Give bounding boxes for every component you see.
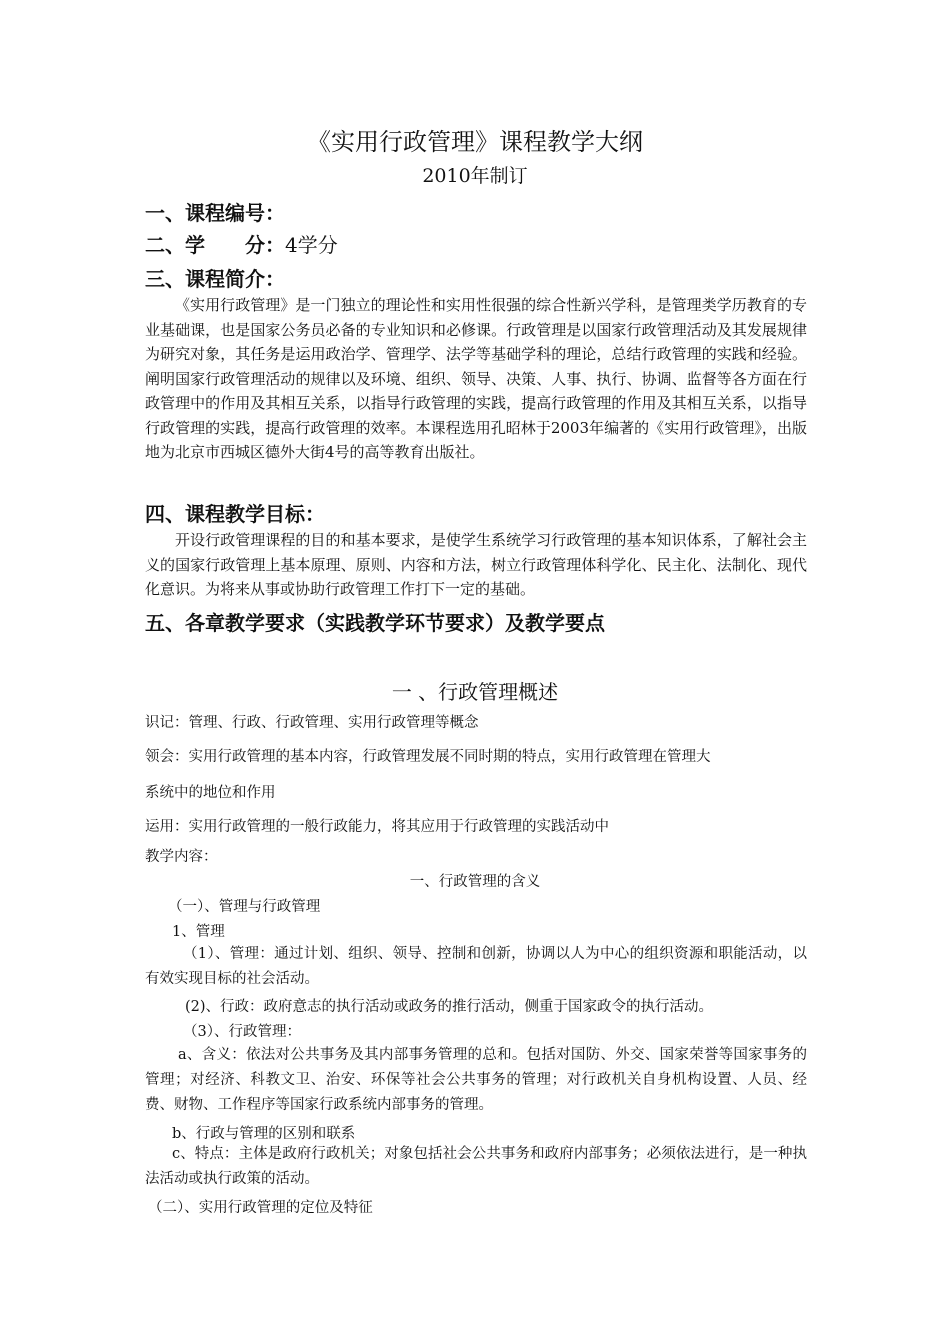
heading-credits <box>145 229 338 258</box>
definition-public-admin-label: （3）、行政管理： <box>183 1024 301 1040</box>
document-subtitle: 2010年制订 <box>422 165 528 187</box>
teaching-content-label: 教学内容： <box>145 849 218 865</box>
document-title: 《实用行政管理》课程教学大纲 <box>307 128 643 156</box>
chapter-title: 一 、行政管理概述 <box>391 680 559 704</box>
credits-label: 二、学 分： <box>145 233 285 257</box>
heading-chapter-requirements: 五、各章教学要求（实践教学环节要求）及教学要点 <box>145 611 605 635</box>
heading-course-code: 一、课程编号： <box>145 201 285 225</box>
memorize-line: 识记：管理、行政、行政管理、实用行政管理等概念 <box>145 715 479 731</box>
teaching-goals-paragraph: 开设行政管理课程的目的和基本要求，是使学生系统学习行政管理的基本知识体系，了解社会主义的国家行政管理上基本原理、原则、内容和方法，树立行政管理体科学化、民主化、法制化、现代化意识。为将来从事或协助行政管理工作打下一定的基础。 <box>145 531 807 598</box>
heading-teaching-goals: 四、课程教学目标： <box>145 502 325 526</box>
credits-value: 4学分 <box>285 233 338 257</box>
apply-line: 运用：实用行政管理的一般行政能力，将其应用于行政管理的实践活动中 <box>145 819 609 835</box>
understand-line-1: 领会：实用行政管理的基本内容，行政管理发展不同时期的特点，实用行政管理在管理大 <box>145 749 711 765</box>
item-management: 1、管理 <box>172 924 225 940</box>
subsection-management-and-admin: （一）、管理与行政管理 <box>168 899 321 915</box>
definition-management: （1）、管理：通过计划、组织、领导、控制和创新，协调以人为中心的组织资源和职能活动，以有效实现目标的社会活动。 <box>145 946 807 987</box>
understand-line-2: 系统中的地位和作用 <box>145 785 276 801</box>
public-admin-features: c、特点：主体是政府行政机关；对象包括社会公共事务和政府内部事务；必须依法进行，是一种执法活动或执行政策的活动。 <box>145 1146 807 1187</box>
course-intro-paragraph: 《实用行政管理》是一门独立的理论性和实用性很强的综合性新兴学科，是管理类学历教育的专业基础课，也是国家公务员必备的专业知识和必修课。行政管理是以国家行政管理活动及其发展规律为研究对象，其任务是运用政治学、管理学、法学等基础学科的理论，总结行政管理的实践和经验。阐明国家行政管理活动的规律以及环境、组织、领导、决策、人事、执行、协调、监督等各方面在行政管理中的作用及其相互关系，以指导行政管理的实践，提高行政管理的作用及其相互关系，以指导行政管理的实践，提高行政管理的效率。本课程选用孔昭林于2003年编著的《实用行政管理》，出版地为北京市西城区德外大街4号的高等教育出版社。 <box>145 296 807 461</box>
subsection-positioning-features: （二）、实用行政管理的定位及特征 <box>148 1200 373 1216</box>
definition-administration: (2)、行政：政府意志的执行活动或政务的推行活动，侧重于国家政令的执行活动。 <box>185 999 714 1015</box>
public-admin-meaning: a、含义：依法对公共事务及其内部事务管理的总和。包括对国防、外交、国家荣誉等国家事务的管理；对经济、科教文卫、治安、环保等社会公共事务的管理；对行政机关自身机构设置、人员、经费、财物、工作程序等国家行政系统内部事务的管理。 <box>145 1047 807 1113</box>
section-title-meaning: 一、行政管理的含义 <box>409 874 541 890</box>
heading-course-intro: 三、课程简介： <box>145 267 285 291</box>
public-admin-difference: b、行政与管理的区别和联系 <box>172 1126 356 1142</box>
